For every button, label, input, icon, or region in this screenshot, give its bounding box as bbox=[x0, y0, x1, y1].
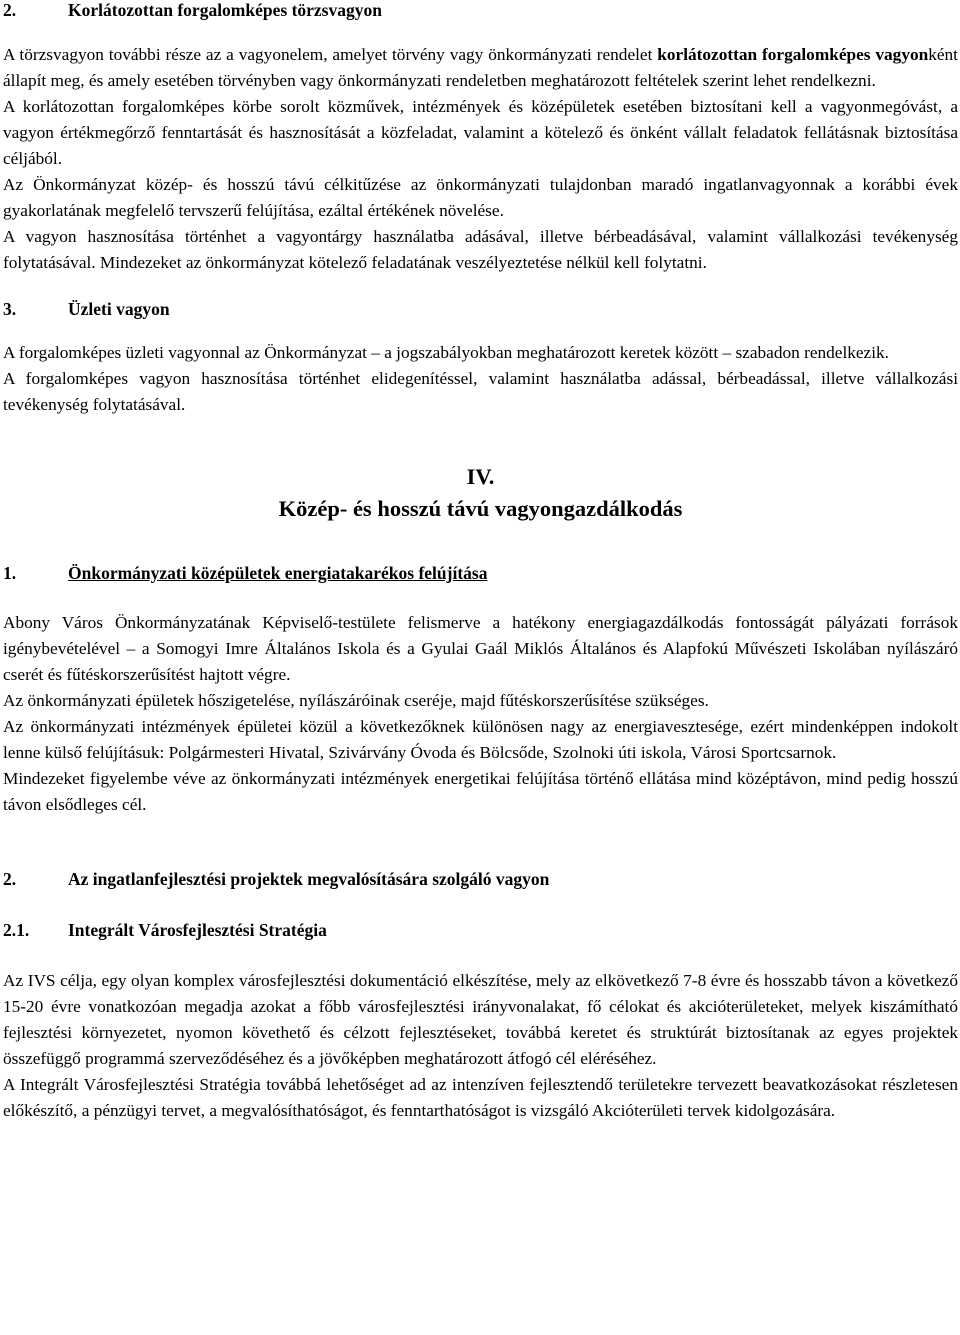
section-heading-3 bbox=[3, 296, 958, 322]
section-title: Az ingatlanfejlesztési projektek megvalósítására szolgáló vagyon bbox=[68, 869, 550, 889]
document-page bbox=[3, 0, 958, 1124]
paragraph: A Integrált Városfejlesztési Stratégia továbbá lehetőséget ad az intenzíven fejlesztendő területekre tervezett beavatkozásokat részletesen előkészítő, a pénzügyi tervet, a megvalósíthatóságot, és fenntarthatóságot is vizsgáló Akcióterületi tervek kidolgozására. bbox=[3, 1075, 958, 1120]
paragraph: A forgalomképes üzleti vagyonnal az Önkormányzat – a jogszabályokban meghatározott keretek között – szabadon rendelkezik. bbox=[3, 343, 889, 362]
paragraph: A korlátozottan forgalomképes körbe sorolt közművek, intézmények és középületek esetében biztosítani kell a vagyonmegóvást, a vagyon értékmegőrző fenntartását és hasznosítását a közfeladat, valamint a kötelező és önként vállalt feladatok fellátásnak biztosítása céljából. bbox=[3, 97, 958, 168]
paragraph: Mindezeket figyelembe véve az önkormányzati intézmények energetikai felújítása történő ellátása mind középtávon, mind pedig hosszú távon elsődleges cél. bbox=[3, 769, 958, 814]
paragraph: A törzsvagyon további része az a vagyonelem, amelyet törvény vagy önkormányzati rendelet korlátozottan forgalomképes vagyonként állapít meg, és amely esetében törvényben vagy önkormányzati rendeletben meghatározott feltételek szerint lehet rendelkezni. bbox=[3, 45, 958, 90]
paragraph: A vagyon hasznosítása történhet a vagyontárgy használatba adásával, illetve bérbeadásával, valamint vállalkozási tevékenység folytatásával. Mindezeket az önkormányzat kötelező feladatának veszélyeztetése nélkül kell folytatni. bbox=[3, 227, 958, 272]
section-number: 2.1. bbox=[3, 920, 30, 940]
paragraph: Az Önkormányzat közép- és hosszú távú célkitűzése az önkormányzati tulajdonban maradó ingatlanvagyonnak a korábbi évek gyakorlatának megfelelő tervszerű felújítása, ezáltal értékének növelése. bbox=[3, 175, 958, 220]
section-heading-iv-1 bbox=[3, 560, 958, 586]
section-title: Korlátozottan forgalomképes törzsvagyon bbox=[68, 0, 382, 20]
paragraph: Az önkormányzati épületek hőszigetelése, nyílászáróinak cseréje, majd fűtéskorszerűsítése szükséges. bbox=[3, 691, 709, 710]
section-heading-2 bbox=[3, 0, 958, 23]
section-heading-iv-2 bbox=[3, 866, 958, 892]
section-number: 3. bbox=[3, 299, 17, 319]
section-title: Integrált Városfejlesztési Stratégia bbox=[68, 920, 327, 940]
bold-term: korlátozottan forgalomképes vagyon bbox=[657, 45, 929, 64]
paragraph: Abony Város Önkormányzatának Képviselő-testülete felismerve a hatékony energiagazdálkodás fontosságát pályázati források igénybevételével – a Somogyi Imre Általános Iskola és a Gyulai Gaál Miklós Általános és Alapfokú Művészeti Iskolában nyílászáró cserét és fűtéskorszerűsítést hajtott végre. bbox=[3, 613, 958, 684]
paragraph: Az IVS célja, egy olyan komplex városfejlesztési dokumentáció elkészítése, mely az elkövetkező 7-8 évre és hosszabb távon a következő 15-20 évre vonatkozóan megadja azokat a főbb városfejlesztési irányvonalakat, fő célokat és akcióterületeket, melyek kiszámítható fejlesztési környezetet, nyomon követhető és célzott fejlesztéseket, továbbá keretet és struktúrát biztosítanak az egyes projektek összefüggő programmá szerveződéséhez és a jövőképben meghatározott átfogó cél eléréséhez. bbox=[3, 971, 958, 1068]
chapter-number: IV. bbox=[466, 464, 495, 489]
section-title: Önkormányzati középületek energiatakarékos felújítása bbox=[68, 563, 488, 583]
paragraph: Az önkormányzati intézmények épületei közül a következőknek különösen nagy az energiavesztesége, ezért mindenképpen indokolt lenne külső felújításuk: Polgármesteri Hivatal, Szivárvány Óvoda és Bölcsőde, Szolnoki úti iskola, Városi Sportcsarnok. bbox=[3, 717, 958, 762]
paragraph: A forgalomképes vagyon hasznosítása történhet elidegenítéssel, valamint használatba adással, bérbeadással, illetve vállalkozási tevékenység folytatásával. bbox=[3, 369, 958, 414]
section-number: 2. bbox=[3, 0, 17, 20]
section-number: 1. bbox=[3, 563, 17, 583]
chapter-title: Közép- és hosszú távú vagyongazdálkodás bbox=[278, 496, 683, 521]
section-title: Üzleti vagyon bbox=[68, 299, 170, 319]
section-heading-iv-2-1 bbox=[3, 917, 958, 943]
section-number: 2. bbox=[3, 869, 17, 889]
